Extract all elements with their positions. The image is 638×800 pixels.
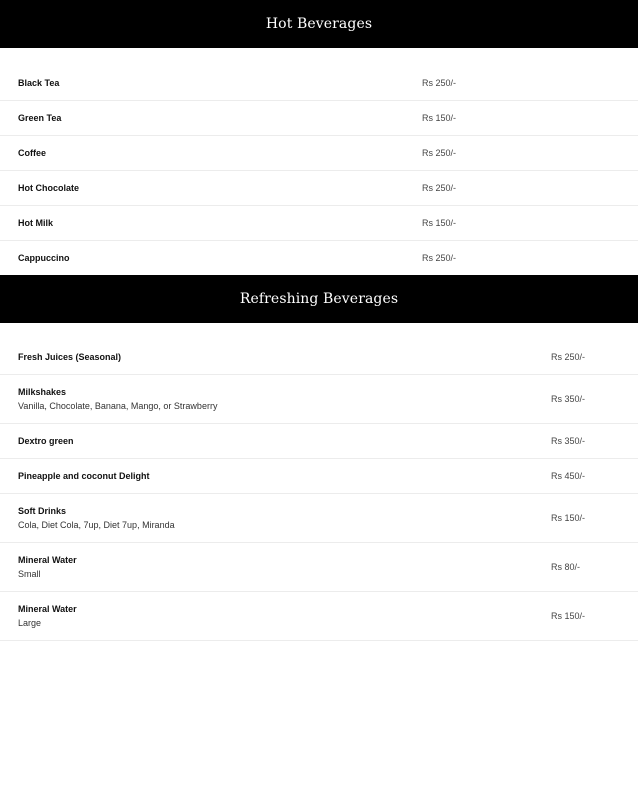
- menu-item-name: Soft Drinks: [18, 506, 67, 516]
- menu-list: [0, 48, 638, 275]
- menu-item-description: Vanilla, Chocolate, Banana, Mango, or Strawberry: [18, 401, 218, 411]
- menu-item-description: Large: [18, 618, 42, 628]
- menu-item-name: Black Tea: [18, 78, 60, 88]
- menu-item-info: [18, 506, 175, 530]
- menu-item: [0, 459, 638, 494]
- menu-item: [0, 592, 638, 641]
- menu-item-info: [18, 387, 217, 411]
- menu-item-name: Coffee: [18, 148, 47, 158]
- menu-item-name: Hot Milk: [18, 218, 53, 228]
- menu-item-name: Dextro green: [18, 436, 74, 446]
- section-title: Refreshing Beverages: [239, 291, 399, 307]
- menu-item-price: Rs 350/-: [551, 436, 586, 446]
- menu-list: [0, 323, 638, 641]
- menu-item-price: Rs 150/-: [551, 513, 586, 523]
- menu-item-name: Fresh Juices (Seasonal): [18, 352, 122, 362]
- menu-item-info: [18, 352, 121, 362]
- section-hot-beverages: [0, 0, 638, 275]
- menu-item: [0, 171, 638, 206]
- menu-item-name: Hot Chocolate: [18, 183, 80, 193]
- menu-item-name: Milkshakes: [18, 387, 67, 397]
- menu-item-price: Rs 250/-: [422, 78, 457, 88]
- section-header: [0, 0, 638, 48]
- menu-item: [0, 66, 638, 101]
- menu-item-price: Rs 150/-: [422, 113, 457, 123]
- menu-item: [0, 424, 638, 459]
- menu-item-price: Rs 150/-: [551, 611, 586, 621]
- menu-item: [0, 101, 638, 136]
- menu-item-info: [18, 471, 150, 481]
- section-header: [0, 275, 638, 323]
- menu-item-description: Cola, Diet Cola, 7up, Diet 7up, Miranda: [18, 520, 175, 530]
- menu-item-info: [18, 436, 74, 446]
- menu-item: [0, 494, 638, 543]
- menu-item: [0, 206, 638, 241]
- menu-item-price: Rs 80/-: [551, 562, 581, 572]
- menu-item-name: Mineral Water: [18, 604, 77, 614]
- section-refreshing-beverages: [0, 275, 638, 641]
- menu-item-price: Rs 150/-: [422, 218, 457, 228]
- menu-item-price: Rs 250/-: [422, 253, 457, 263]
- menu-item-name: Green Tea: [18, 113, 62, 123]
- menu-item-description: Small: [18, 569, 41, 579]
- menu-item: [0, 241, 638, 275]
- section-title: Hot Beverages: [265, 16, 373, 32]
- menu-item-name: Mineral Water: [18, 555, 77, 565]
- menu-item: [0, 136, 638, 171]
- menu-item: [0, 543, 638, 592]
- menu-item-price: Rs 250/-: [422, 183, 457, 193]
- menu-item-name: Cappuccino: [18, 253, 70, 263]
- menu-item-name: Pineapple and coconut Delight: [18, 471, 150, 481]
- menu-item: [0, 375, 638, 424]
- menu-item-info: [18, 555, 77, 579]
- menu-item-price: Rs 250/-: [422, 148, 457, 158]
- menu-item-price: Rs 250/-: [551, 352, 586, 362]
- menu-item-price: Rs 350/-: [551, 394, 586, 404]
- menu-item: [0, 340, 638, 375]
- menu-item-info: [18, 604, 77, 628]
- menu-item-price: Rs 450/-: [551, 471, 586, 481]
